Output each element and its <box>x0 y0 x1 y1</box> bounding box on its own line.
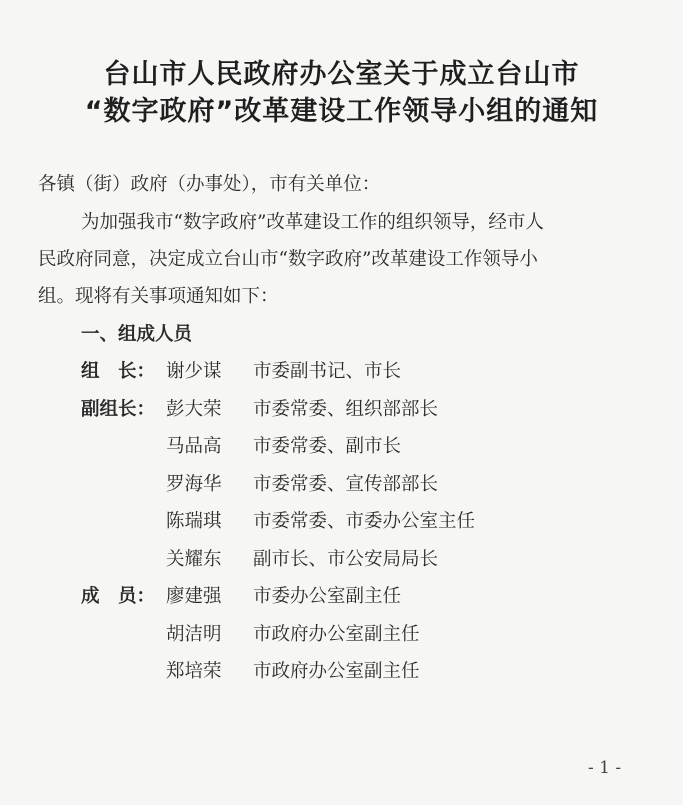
paragraph-line-1: 为加强我市“数字政府”改革建设工作的组织领导，经市人 <box>81 212 544 233</box>
member-duty: 市委办公室副主任 <box>253 586 402 607</box>
salutation: 各镇（街）政府（办事处），市有关单位： <box>38 174 381 195</box>
member-duty: 市委常委、宣传部部长 <box>253 474 439 495</box>
member-name: 彭大荣 <box>166 399 222 420</box>
page-number: - 1 - <box>588 758 622 778</box>
member-name: 罗海华 <box>166 474 222 495</box>
member-name: 谢少谋 <box>166 361 222 382</box>
paragraph-line-2: 民政府同意，决定成立台山市“数字政府”改革建设工作领导小 <box>38 249 538 270</box>
member-name: 郑培荣 <box>166 661 222 682</box>
member-duty: 市政府办公室副主任 <box>253 624 420 645</box>
title-line-1: 台山市人民政府办公室关于成立台山市 <box>103 59 580 90</box>
member-name: 马品高 <box>166 436 222 457</box>
paragraph-line-3: 组。现将有关事项通知如下： <box>38 286 279 307</box>
member-duty: 市政府办公室副主任 <box>253 661 420 682</box>
member-role: 副组长： <box>81 399 156 420</box>
member-duty: 副市长、市公安局局长 <box>253 549 439 570</box>
member-duty: 市委副书记、市长 <box>253 361 402 382</box>
title-line-2: “数字政府”改革建设工作领导小组的通知 <box>84 96 599 127</box>
member-name: 胡洁明 <box>166 624 222 645</box>
section-heading: 一、组成人员 <box>81 324 193 345</box>
member-duty: 市委常委、副市长 <box>253 436 402 457</box>
member-name: 廖建强 <box>166 586 222 607</box>
member-name: 陈瑞琪 <box>166 511 222 532</box>
member-name: 关耀东 <box>166 549 222 570</box>
member-duty: 市委常委、组织部部长 <box>253 399 439 420</box>
member-duty: 市委常委、市委办公室主任 <box>253 511 476 532</box>
member-role: 组 长： <box>81 361 156 382</box>
member-role: 成 员： <box>81 586 156 607</box>
